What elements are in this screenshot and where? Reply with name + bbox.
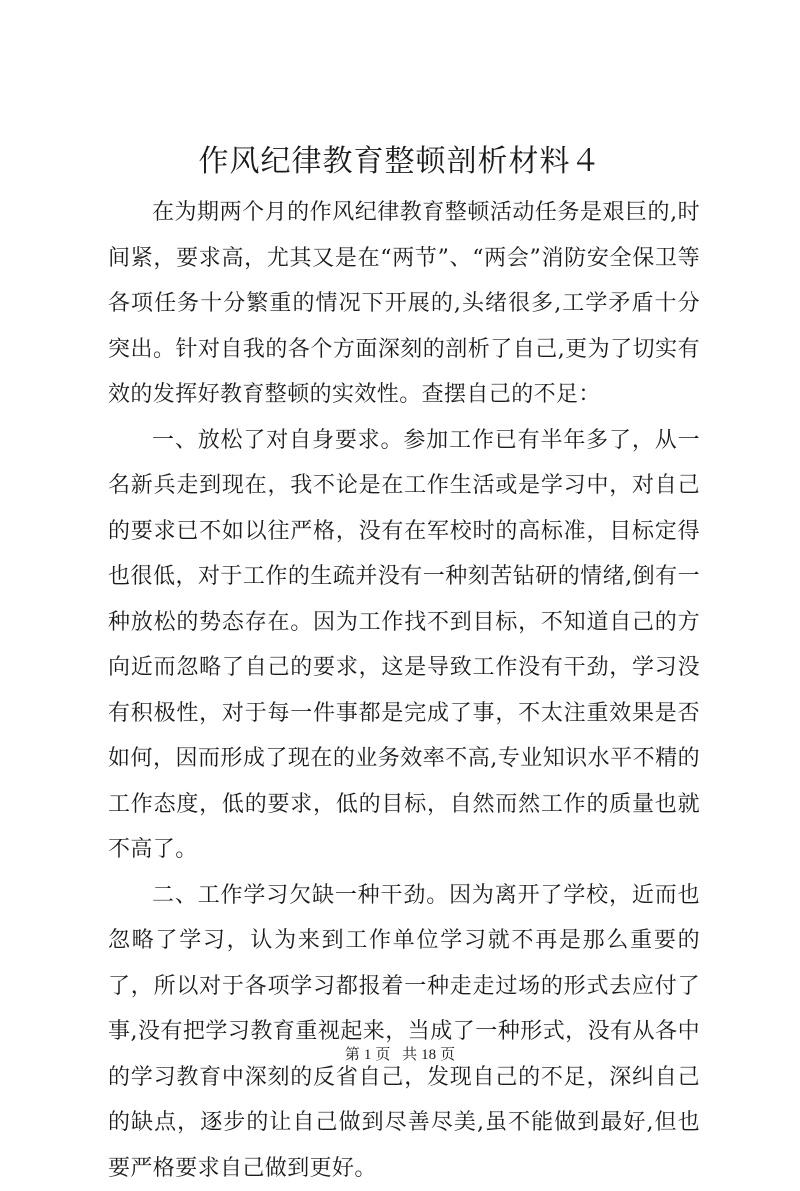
total-pages: 18 <box>421 1047 436 1063</box>
page-indicator <box>343 1047 393 1063</box>
paragraph-intro: 在为期两个月的作风纪律教育整顿活动任务是艰巨的,时间紧，要求高，尤其又是在“两节”、“两会”消防安全保卫等各项任务十分繁重的情况下开展的,头绪很多,工学矛盾十分突出。针对自我的各个方面深刻的剖析了自己,更为了切实有效的发挥好教育整顿的实效性。查摆自己的不足： <box>108 190 700 418</box>
page-footer <box>0 1044 800 1066</box>
total-label: 共 <box>402 1047 417 1063</box>
page-number: 1 <box>364 1047 372 1063</box>
document-body <box>108 190 700 1191</box>
page-unit: 页 <box>375 1047 390 1063</box>
paragraph-point-one: 一、放松了对自身要求。参加工作已有半年多了，从一名新兵走到现在，我不论是在工作生活或是学习中，对自己的要求已不如以往严格，没有在军校时的高标准，目标定得也很低，对于工作的生疏并没有一种刻苦钻研的情绪,倒有一种放松的势态存在。因为工作找不到目标，不知道自己的方向近而忽略了自己的要求，这是导致工作没有干劲，学习没有积极性，对于每一件事都是完成了事，不太注重效果是否如何，因而形成了现在的业务效率不高,专业知识水平不精的工作态度，低的要求，低的目标，自然而然工作的质量也就不高了。 <box>108 418 700 873</box>
page-label: 第 <box>345 1047 360 1063</box>
total-unit: 页 <box>440 1047 455 1063</box>
paragraph-point-two: 二、工作学习欠缺一种干劲。因为离开了学校，近而也忽略了学习，认为来到工作单位学习就不再是那么重要的了，所以对于各项学习都报着一种走走过场的形式去应付了事,没有把学习教育重视起来，当成了一种形式，没有从各中的学习教育中深刻的反省自己，发现自己的不足，深纠自己的缺点，逐步的让自己做到尽善尽美,虽不能做到最好,但也要严格要求自己做到更好。 <box>108 873 700 1191</box>
total-indicator <box>400 1047 457 1063</box>
document-title: 作风纪律教育整顿剖析材料４ <box>0 140 800 184</box>
